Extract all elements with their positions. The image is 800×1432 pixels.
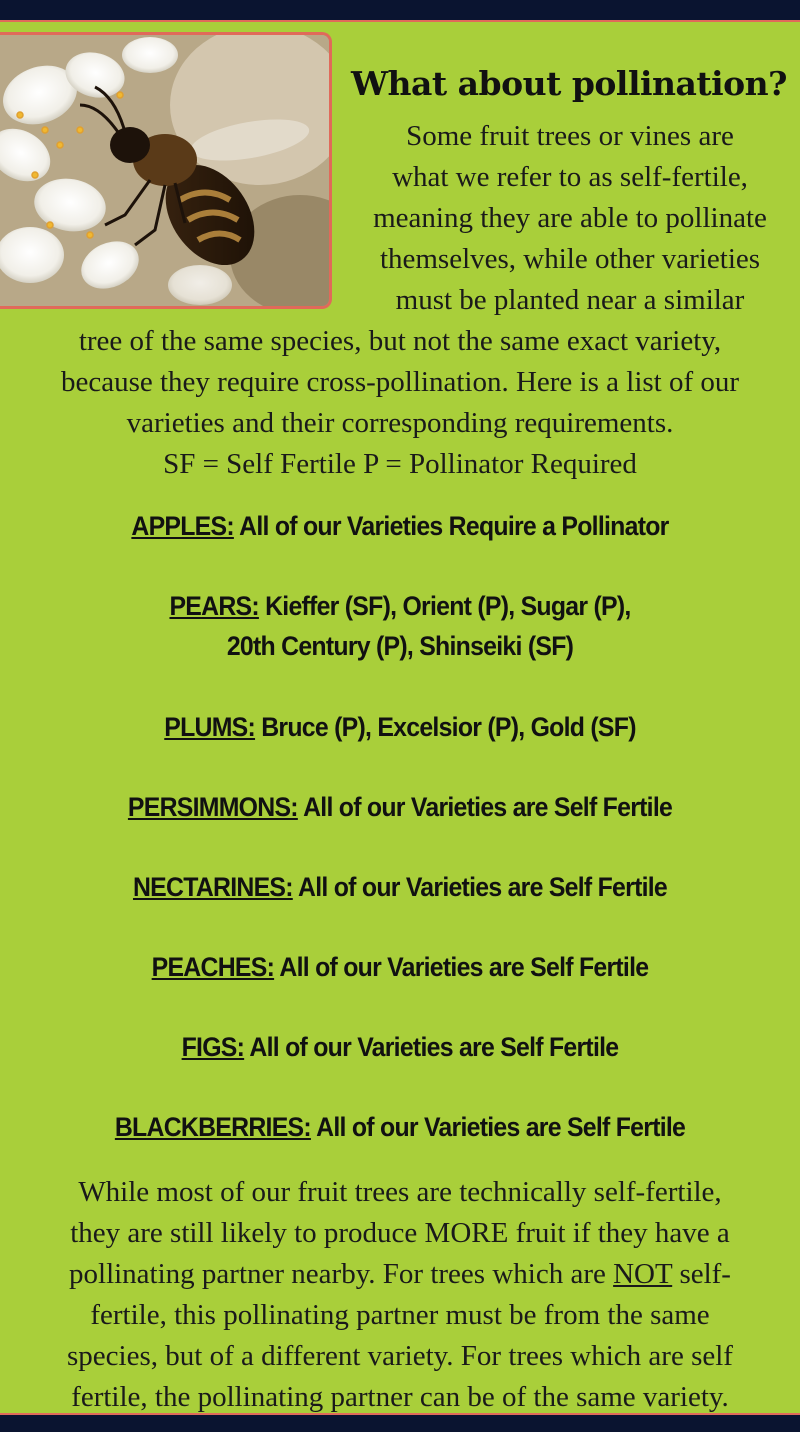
- fruit-name: PLUMS:: [164, 712, 256, 742]
- fruit-item-apples: [32, 506, 768, 586]
- fruit-item-pears: [32, 586, 768, 707]
- fruit-detail: All of our Varieties are Self Fertile: [303, 792, 673, 822]
- emphasis-not: NOT: [613, 1258, 673, 1290]
- fruit-list: [32, 506, 768, 1187]
- fruit-item-figs: [32, 1027, 768, 1107]
- info-panel: [0, 20, 800, 1415]
- page-title: What about pollination?: [350, 64, 788, 103]
- intro-line: varieties and their corresponding requirements.: [126, 407, 674, 439]
- fruit-item-persimmons: [32, 787, 768, 867]
- intro-paragraph: [0, 116, 800, 485]
- closing-text: pollinating partner nearby. For trees which are: [69, 1258, 606, 1290]
- fruit-name: PERSIMMONS:: [127, 792, 298, 822]
- closing-paragraph: [0, 1172, 800, 1418]
- fruit-detail: All of our Varieties are Self Fertile: [316, 1112, 686, 1142]
- fruit-item-plums: [32, 707, 768, 787]
- fruit-item-nectarines: [32, 867, 768, 947]
- intro-line: tree of the same species, but not the same exact variety,: [78, 325, 722, 357]
- closing-line: fertile, this pollinating partner must be from the same: [90, 1299, 710, 1331]
- fruit-name: NECTARINES:: [132, 872, 293, 902]
- legend-line: SF = Self Fertile P = Pollinator Required: [163, 448, 637, 480]
- intro-line: what we refer to as self-fertile,: [392, 161, 748, 193]
- fruit-item-peaches: [32, 947, 768, 1027]
- fruit-name: FIGS:: [181, 1032, 245, 1062]
- intro-line: themselves, while other varieties: [379, 243, 761, 275]
- fruit-name: PEARS:: [169, 591, 259, 621]
- closing-text: self-: [679, 1258, 731, 1290]
- closing-line: While most of our fruit trees are technically self-fertile,: [78, 1176, 722, 1208]
- intro-line: must be planted near a similar: [395, 284, 745, 316]
- fruit-detail: All of our Varieties are Self Fertile: [298, 872, 668, 902]
- fruit-detail: Kieffer (SF), Orient (P), Sugar (P),: [265, 591, 631, 621]
- fruit-detail: Bruce (P), Excelsior (P), Gold (SF): [261, 712, 636, 742]
- closing-line: they are still likely to produce MORE fruit if they have a: [70, 1217, 730, 1249]
- fruit-name: BLACKBERRIES:: [114, 1112, 311, 1142]
- closing-line: fertile, the pollinating partner can be of the same variety.: [71, 1381, 729, 1413]
- fruit-detail: All of our Varieties are Self Fertile: [249, 1032, 619, 1062]
- intro-line: Some fruit trees or vines are: [406, 120, 734, 152]
- fruit-name: APPLES:: [131, 511, 234, 541]
- fruit-name: PEACHES:: [151, 952, 275, 982]
- closing-line: [0, 1254, 800, 1295]
- intro-line: meaning they are able to pollinate: [373, 202, 767, 234]
- fruit-detail-line2: 20th Century (P), Shinseiki (SF): [226, 631, 574, 661]
- fruit-detail: All of our Varieties Require a Pollinator: [239, 511, 669, 541]
- closing-line: species, but of a different variety. For trees which are self: [67, 1340, 733, 1372]
- fruit-detail: All of our Varieties are Self Fertile: [279, 952, 649, 982]
- intro-line: because they require cross-pollination. Here is a list of our: [60, 366, 740, 398]
